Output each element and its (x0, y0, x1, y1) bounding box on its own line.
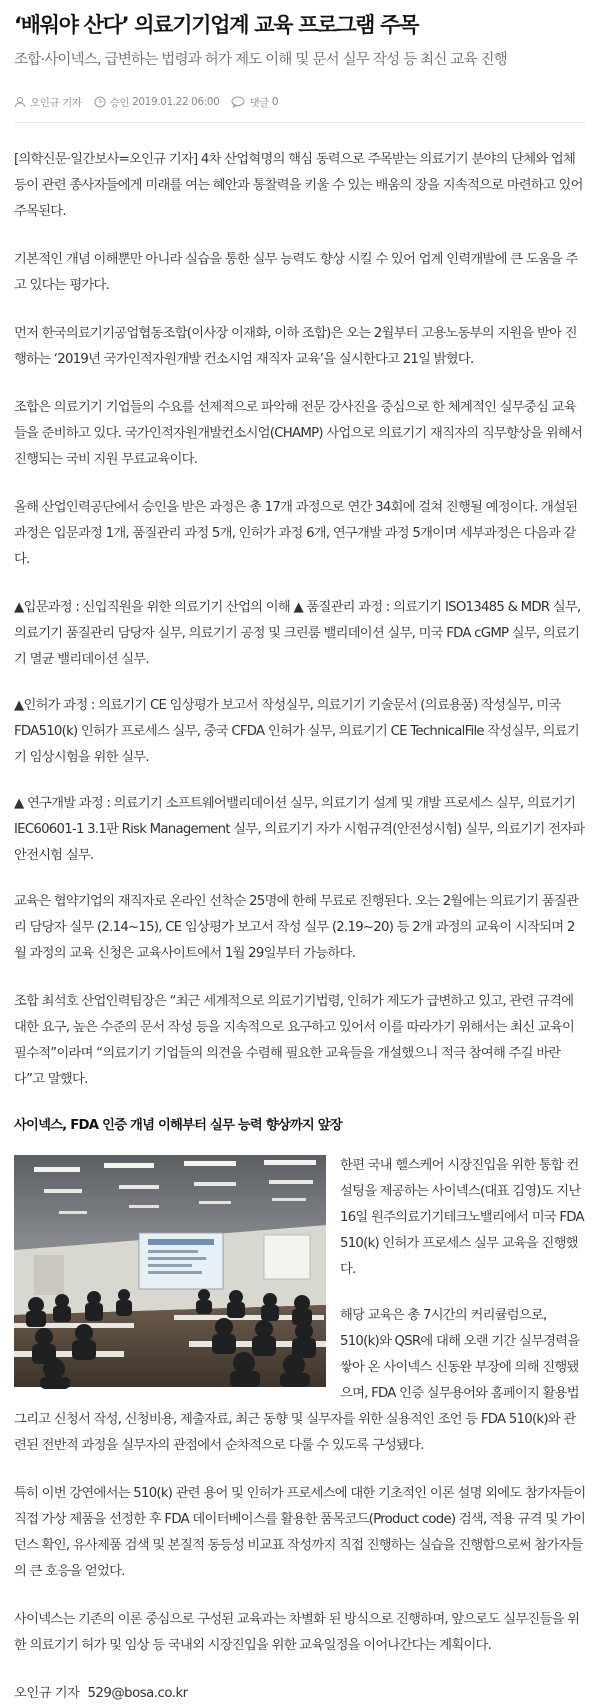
meta-approved-label: 승인 (109, 96, 130, 109)
photo-section (14, 1153, 586, 1459)
section-subheading: 사이넥스, FDA 인증 개념 이해부터 실무 능력 향상까지 앞장 (14, 1118, 342, 1133)
clock-icon (94, 96, 106, 108)
article-title: ‘배워야 산다’ 의료기기업계 교육 프로그램 주목 (14, 13, 419, 37)
article-paragraph: 먼저 한국의료기기공업협동조합(이사장 이재화, 이하 조합)은 오는 2월부터 고용노동부의 지원을 받아 진행하는 ‘2019년 국가인적자원개발 컨소시엄 재직자 교육’을 실시한다고 21일 밝혔다. (14, 326, 577, 367)
seminar-photo-illustration (14, 1155, 326, 1387)
article-paragraph: 특히 이번 강연에서는 510(k) 관련 용어 및 인허가 프로세스에 대한 기초적인 이론 설명 외에도 참가자들이 직접 가상 제품을 선정한 후 FDA 데이터베이스를 활용한 품목코드(Product code) 검색, 적용 규격 및 가이던스 확인, 유사제품 검색 및 본질적 동등성 비교표 작성까지 직접 진행하는 실습을 진행함으로써 참가자들의 큰 호응을 얻었다. (14, 1486, 586, 1579)
meta-comments-label: 댓글 (249, 96, 269, 109)
article-paragraph: 기본적인 개념 이해뿐만 아니라 실습을 통한 실무 능력도 향상 시킬 수 있어 업계 인력개발에 큰 도움을 주고 있다는 평가다. (14, 252, 578, 293)
meta-comments[interactable] (231, 95, 278, 110)
article-paragraph: ▲인허가 과정 : 의료기기 CE 임상평가 보고서 작성실무, 의료기기 기술문서 (의료용품) 작성실무, 미국 FDA510(k) 인허가 프로세스 실무, 중국 CFDA 인허가 실무, 의료기기 CE TechnicalFile 작성실무, 의료기기 임상시험을 위한 실무. (14, 698, 579, 765)
user-icon (14, 96, 26, 108)
article-paragraph: 조합은 의료기기 기업들의 수요를 선제적으로 파악해 전문 강사진을 중심으로 한 체계적인 실무중심 교육들을 준비하고 있다. 국가인적자원개발컨소시엄(CHAMP) 사업으로 의료기기 재직자의 직무향상을 위해서 진행되는 국비 지원 무료교육이다. (14, 400, 583, 467)
article-paragraph: ▲ 연구개발 과정 : 의료기기 소프트웨어밸리데이션 실무, 의료기기 설계 및 개발 프로세스 실무, 의료기기 IEC60601-1 3.1판 Risk Management 실무, 의료기기 자가 시험규격(안전성시험) 실무, 의료기기 전자파 안전시험 실무. (14, 796, 585, 863)
article-paragraph: 교육은 협약기업의 재직자로 온라인 선착순 25명에 한해 무료로 진행된다. 오는 2월에는 의료기기 품질관리 담당자 실무 (2.14~15), CE 임상평가 보고서 작성 실무 (2.19~20) 등 2개 과정의 교육이 시작되며 2월 과정의 교육 신청은 교육사이트에서 1월 29일부터 가능하다. (14, 894, 579, 961)
speech-bubble-icon (231, 96, 245, 108)
article-meta (14, 91, 586, 113)
article-paragraph: 사이넥스는 기존의 이론 중심으로 구성된 교육과는 차별화 된 방식으로 진행하며, 앞으로도 실무진들을 위한 의료기기 허가 및 임상 등 국내외 시장진입을 위한 교육일정을 이어나간다는 계획이다. (14, 1612, 580, 1653)
article-byline (14, 1681, 586, 1707)
meta-comments-count: 0 (271, 96, 279, 108)
article-body (0, 123, 600, 1707)
article-paragraph: 조합 최석호 산업인력팀장은 “최근 세계적으로 의료기기법령, 인허가 제도가 급변하고 있고, 관련 규격에 대한 요구, 높은 수준의 문서 작성 등을 지속적으로 요구하고 있어서 이를 따라가기 위해서는 최신 교육이 필수적”이라며 “의료기기 기업들의 의견을 수렴해 필요한 교육들을 개설했으니 적극 참여해 주길 바란다”고 말했다. (14, 994, 575, 1087)
byline-email[interactable]: 529@bosa.co.kr (87, 1686, 188, 1701)
byline-author: 오인규 기자 (14, 1686, 80, 1701)
article-paragraph: 해당 교육은 총 7시간의 커리큘럼으로, 510(k)와 QSR에 대해 오랜 기간 실무경력을 쌓아 온 사이넥스 신동완 부장에 의해 진행됐으며, FDA 인증 실무용어와 홈페이지 활용법 그리고 신청서 작성, 신청비용, 제출자료, 최근 동향 및 실무자를 위한 실용적인 조언 등 FDA 510(k)와 관련된 전반적 과정을 실무자의 관점에서 순차적으로 다룰 수 있도록 구성됐다. (14, 1308, 580, 1453)
article-paragraph: 올해 산업인력공단에서 승인을 받은 과정은 총 17개 과정으로 연간 34회에 걸쳐 진행될 예정이다. 개설된 과정은 입문과정 1개, 품질관리 과정 5개, 인허가 과정 6개, 연구개발 과정 5개이며 세부과정은 다음과 같다. (14, 500, 578, 567)
meta-approved-time: 2019.01.22 06:00 (132, 96, 220, 108)
article-paragraph: 한편 국내 헬스케어 시장진입을 위한 통합 컨설팅을 제공하는 사이넥스(대표 김영)도 지난 16일 원주의료기기테크노밸리에서 미국 FDA 510(k) 인허가 프로세스 실무 교육을 진행했다. (340, 1158, 584, 1277)
meta-author-name: 오인규 기자 (30, 96, 82, 109)
article-paragraph: ▲입문과정 : 신입직원을 위한 의료기기 산업의 이해 ▲ 품질관리 과정 : 의료기기 ISO13485 & MDR 실무, 의료기기 품질관리 담당자 실무, 의료기기 공정 및 크린룸 밸리데이션 실무, 미국 FDA cGMP 실무, 의료기기 멸균 밸리데이션 실무. (14, 600, 581, 667)
article-subtitle: 조합·사이넥스, 급변하는 법령과 허가 제도 이해 및 문서 실무 작성 등 최신 교육 진행 (14, 52, 507, 68)
article-paragraph: [의학신문·일간보사=오인규 기자] 4차 산업혁명의 핵심 동력으로 주목받는 의료기기 분야의 단체와 업체 등이 관련 종사자들에게 미래를 여는 혜안과 통찰력을 키울 수 있는 배움의 장을 지속적으로 마련하고 있어 주목된다. (14, 152, 583, 219)
article-header (0, 0, 600, 113)
seminar-photo[interactable] (14, 1155, 326, 1387)
meta-author[interactable] (14, 95, 82, 110)
meta-approved (94, 95, 220, 110)
